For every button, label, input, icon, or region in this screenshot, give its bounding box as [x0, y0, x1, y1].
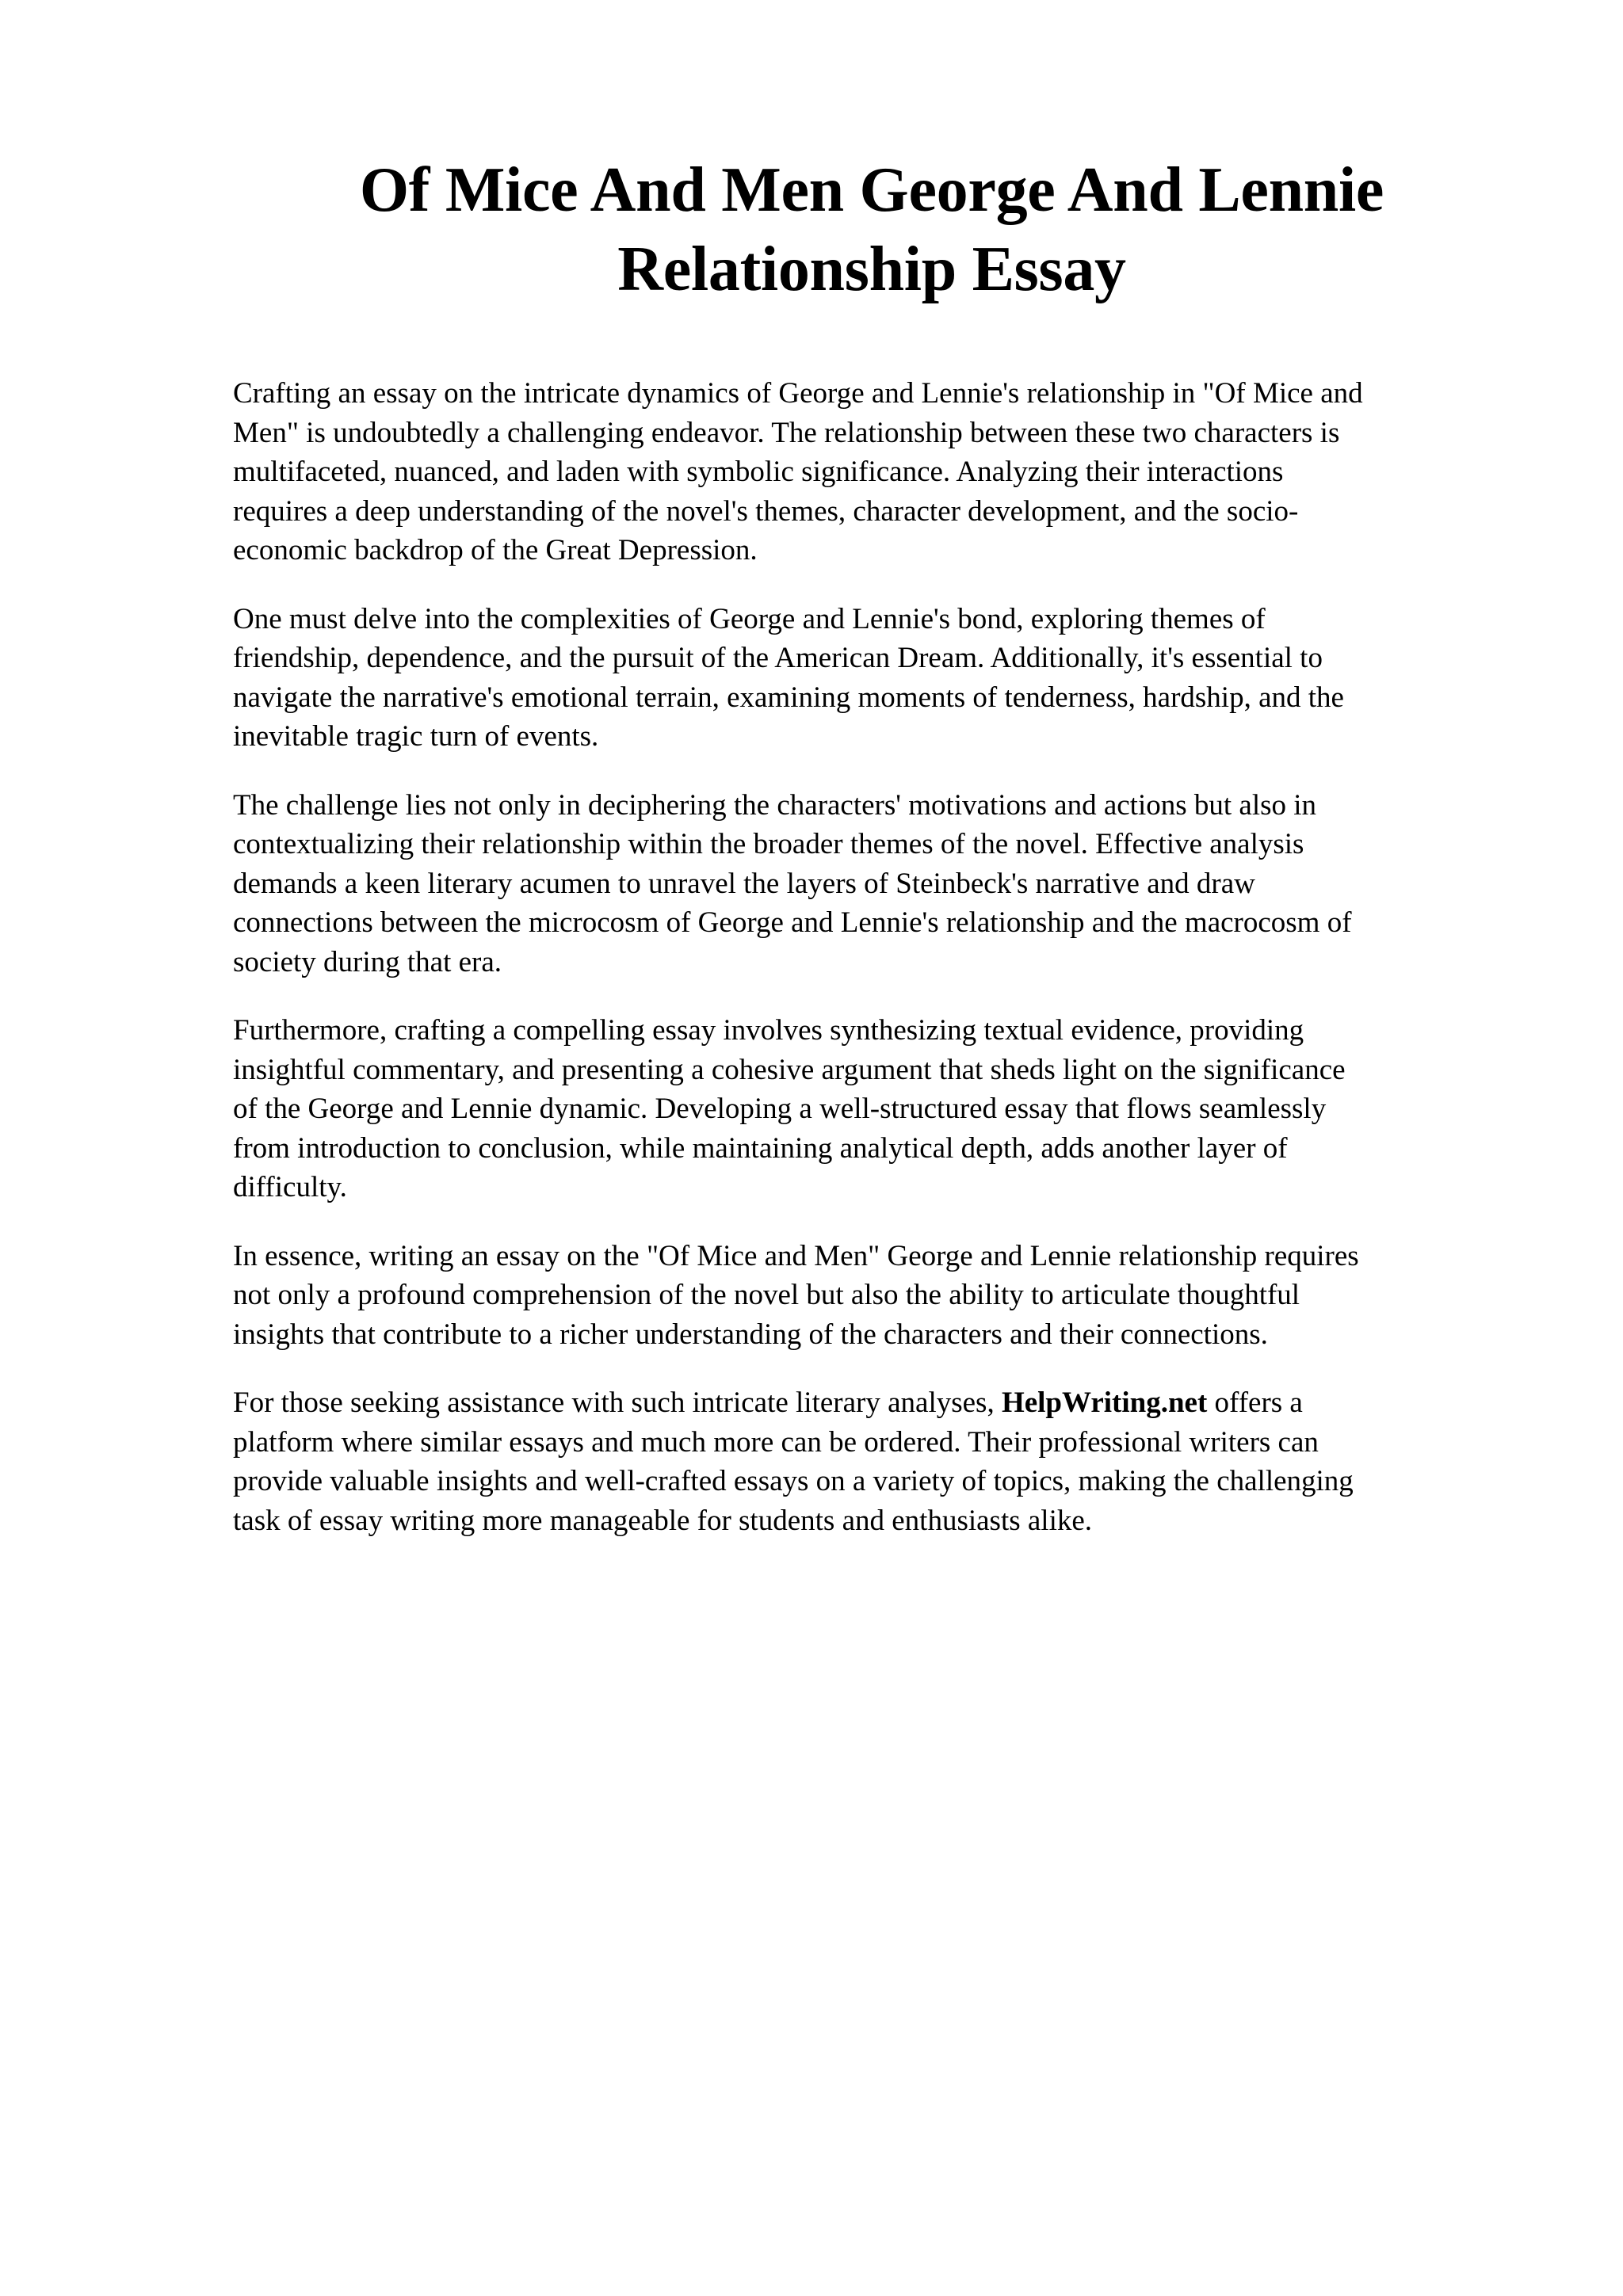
closing-paragraph	[233, 1383, 1517, 1540]
text-line: of the George and Lennie dynamic. Developing a well-structured essay that flows seamlessly	[233, 1093, 1327, 1125]
text-line: navigate the narrative's emotional terrain, examining moments of tenderness, hardship, and the	[233, 681, 1344, 714]
title-line: Of Mice And Men George And Lennie	[359, 155, 1384, 225]
paragraph-2	[233, 600, 1517, 757]
text-line: platform where similar essays and much more can be ordered. Their professional writers can	[233, 1425, 1319, 1459]
text-line: task of essay writing more manageable for students and enthusiasts alike.	[233, 1504, 1093, 1537]
closing-text-after: offers a	[1207, 1386, 1303, 1419]
text-line: difficulty.	[233, 1171, 347, 1203]
text-line: One must delve into the complexities of George and Lennie's bond, exploring themes of	[233, 602, 1266, 635]
text-line: Men" is undoubtedly a challenging endeavor. The relationship between these two characters is	[233, 416, 1340, 449]
text-line: The challenge lies not only in deciphering the characters' motivations and actions but also in	[233, 788, 1317, 822]
essay-body	[233, 374, 1517, 1569]
text-line: insightful commentary, and presenting a cohesive argument that sheds light on the significance	[233, 1053, 1346, 1086]
closing-text-before: For those seeking assistance with such intricate literary analyses,	[233, 1386, 1002, 1419]
helpwriting-brand-link[interactable]: HelpWriting.net	[1001, 1386, 1208, 1419]
text-line: multifaceted, nuanced, and laden with symbolic significance. Analyzing their interactions	[233, 456, 1284, 488]
text-line: economic backdrop of the Great Depression.	[233, 534, 758, 566]
title-line: Relationship Essay	[617, 235, 1126, 304]
text-line: connections between the microcosm of George and Lennie's relationship and the macrocosm of	[233, 906, 1352, 939]
text-line: Furthermore, crafting a compelling essay involves synthesizing textual evidence, providing	[233, 1014, 1304, 1047]
text-line	[233, 1383, 1517, 1423]
text-line: insights that contribute to a richer understanding of the characters and their connections.	[233, 1318, 1268, 1351]
text-line: friendship, dependence, and the pursuit of the American Dream. Additionally, it's essential to	[233, 642, 1323, 674]
text-line: requires a deep understanding of the novel's themes, character development, and the socio-	[233, 494, 1299, 528]
text-line: from introduction to conclusion, while maintaining analytical depth, adds another layer of	[233, 1131, 1288, 1165]
paragraph-5	[233, 1237, 1517, 1355]
text-line: society during that era.	[233, 945, 502, 978]
paragraph-4	[233, 1011, 1517, 1207]
text-line: provide valuable insights and well-crafted essays on a variety of topics, making the challenging	[233, 1465, 1354, 1497]
text-line: In essence, writing an essay on the "Of Mice and Men" George and Lennie relationship requires	[233, 1239, 1359, 1272]
text-line: not only a profound comprehension of the novel but also the ability to articulate thoughtful	[233, 1279, 1300, 1311]
text-line: Crafting an essay on the intricate dynamics of George and Lennie's relationship in "Of Mice and	[233, 377, 1363, 410]
paragraph-3	[233, 786, 1517, 982]
text-line: demands a keen literary acumen to unravel the layers of Steinbeck's narrative and draw	[233, 867, 1255, 900]
paragraph-1	[233, 374, 1517, 570]
document-title	[158, 151, 1585, 309]
text-line: contextualizing their relationship within the broader themes of the novel. Effective analysis	[233, 828, 1304, 860]
text-line: inevitable tragic turn of events.	[233, 720, 599, 753]
